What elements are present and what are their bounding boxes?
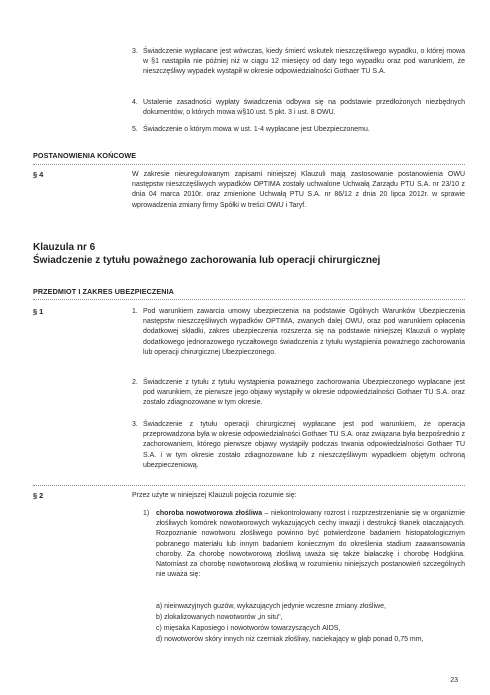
divider — [33, 299, 465, 300]
list-item-number: 5. — [132, 126, 138, 133]
sub-list-item: b) zlokalizowanych nowotworów „in situ", — [156, 614, 283, 621]
list-item-number: 2. — [132, 379, 138, 386]
paragraph-text: W zakresie nieuregulowanym zapisami niniejszej Klauzuli mają zastosowanie postanowienia OWU następstw nieszczęśliwych wypadków OPTIMA zostały uchwalone Uchwałą Zarządu PTU S.A. nr 23/10 z dnia 04 marca 2010r. oraz zmienione Uchwałą PTU S.A. nr 86/12 z dnia 20 lipca 2012r. w sprawie wprowadzenia zmiany firmy Spółki w treści OWU i Taryf. — [132, 171, 465, 209]
paragraph-number: § 1 — [33, 307, 44, 316]
divider — [33, 485, 465, 486]
list-item-number: 3. — [132, 48, 138, 55]
list-item-text: Pod warunkiem zawarcia umowy ubezpieczenia na podstawie Ogólnych Warunków Ubezpieczenia następstw nieszczęśliwych wypadków OPTIMA, zwanych dalej OWU, oraz pod warunkiem opłacenia dodatkowej składki, zakres ubezpieczenia rozszerza się na podstawie niniejszej Klauzuli o wypłatę dodatkowego jednorazowego ryczałtowego świadczenia z tytułu wystąpienia poważnego zachorowania lub operacji chirurgicznej Ubezpieczonego. — [143, 308, 465, 356]
divider — [33, 164, 465, 165]
list-item-text: Świadczenie z tytułu operacji chirurgicznej wypłacane jest pod warunkiem, że operacja przeprowadzona była w okresie odpowiedzialności Gothaer TU S.A. oraz związana była bezpośrednio z zachorowaniem, którego pierwsze objawy wystąpiły podczas trwania odpowiedzialności Gothaer TU S.A. i w tym okresie zostało zdiagnozowane lub z nieszczęśliwym wypadkiem objętym ochroną ubezpieczeniową. — [143, 421, 465, 469]
list-item-text: Świadczenie z tytułu z tytułu wystąpienia poważnego zachorowania Ubezpieczonego wypłacane jest pod warunkiem, że pierwsze jego objawy wystąpiły w okresie odpowiedzialności Gothaer TU S.A. oraz zostało zdiagnozowane w tym okresie. — [143, 379, 465, 407]
page-number: 23 — [450, 677, 458, 684]
section-heading: POSTANOWIENIA KOŃCOWE — [33, 151, 137, 160]
paragraph-number: § 4 — [33, 170, 44, 179]
clause-title: Klauzula nr 6 — [33, 242, 96, 253]
sub-list-item: a) nieinwazyjnych guzów, wykazujących jedynie wczesne zmiany złośliwe, — [156, 603, 386, 610]
list-item-number: 1. — [132, 308, 138, 315]
paragraph-intro: Przez użyte w niniejszej Klauzuli pojęcia rozumie się: — [132, 492, 297, 499]
definition-number: 1) — [143, 510, 150, 517]
definition-text — [156, 509, 465, 580]
clause-subtitle: Świadczenie z tytułu poważnego zachorowania lub operacji chirurgicznej — [33, 255, 381, 266]
sub-list-item: d) nowotworów skóry innych niż czerniak złośliwy, naciekający w głąb ponad 0,75 mm, — [156, 636, 424, 643]
paragraph-number: § 2 — [33, 491, 44, 500]
list-item-text: Świadczenie wypłacane jest wówczas, kiedy śmierć wskutek nieszczęśliwego wypadku, o której mowa w §1 nastąpiła nie później niż w ciągu 12 miesięcy od daty tego wypadku oraz pod warunkiem, że nieszczęśliwy wypadek wystąpił w okresie odpowiedzialności Gothaer TU S.A. — [143, 48, 465, 76]
sub-list-item: c) mięsaka Kaposiego i nowotworów towarzyszących AIDS, — [156, 625, 341, 632]
section-heading: PRZEDMIOT I ZAKRES UBEZPIECZENIA — [33, 287, 174, 296]
definition-term: choroba nowotworowa złośliwa — [156, 510, 263, 517]
list-item-number: 3. — [132, 421, 138, 428]
list-item-number: 4. — [132, 99, 138, 106]
definition-body: – niekontrolowany rozrost i rozprzestrzenianie się w organizmie złośliwych komórek nowotworowych wykazujących cechy inwazji i destrukcji tkanek otaczających. Rozpoznanie nowotworu złośliwego powinno być potwierdzone badaniem histopatologicznym pobranego materiału lub innym badaniem koniecznym do określenia stadium zaawansowania choroby. Za chorobę nowotworową złośliwą uważa się także białaczkę i chorobę Hodgkina. Natomiast za chorobę nowotworową złośliwą w rozumieniu niniejszych postanowień szczególnych nie uważa się: — [156, 510, 465, 579]
list-item-text: Ustalenie zasadności wypłaty świadczenia odbywa się na podstawie przedłożonych niezbędnych dokumentów, o których mowa w§10 ust. 5 pkt. 3 i ust. 8 OWU. — [143, 99, 465, 117]
list-item-text: Świadczenie o którym mowa w ust. 1-4 wypłacane jest Ubezpieczonemu. — [143, 126, 370, 133]
